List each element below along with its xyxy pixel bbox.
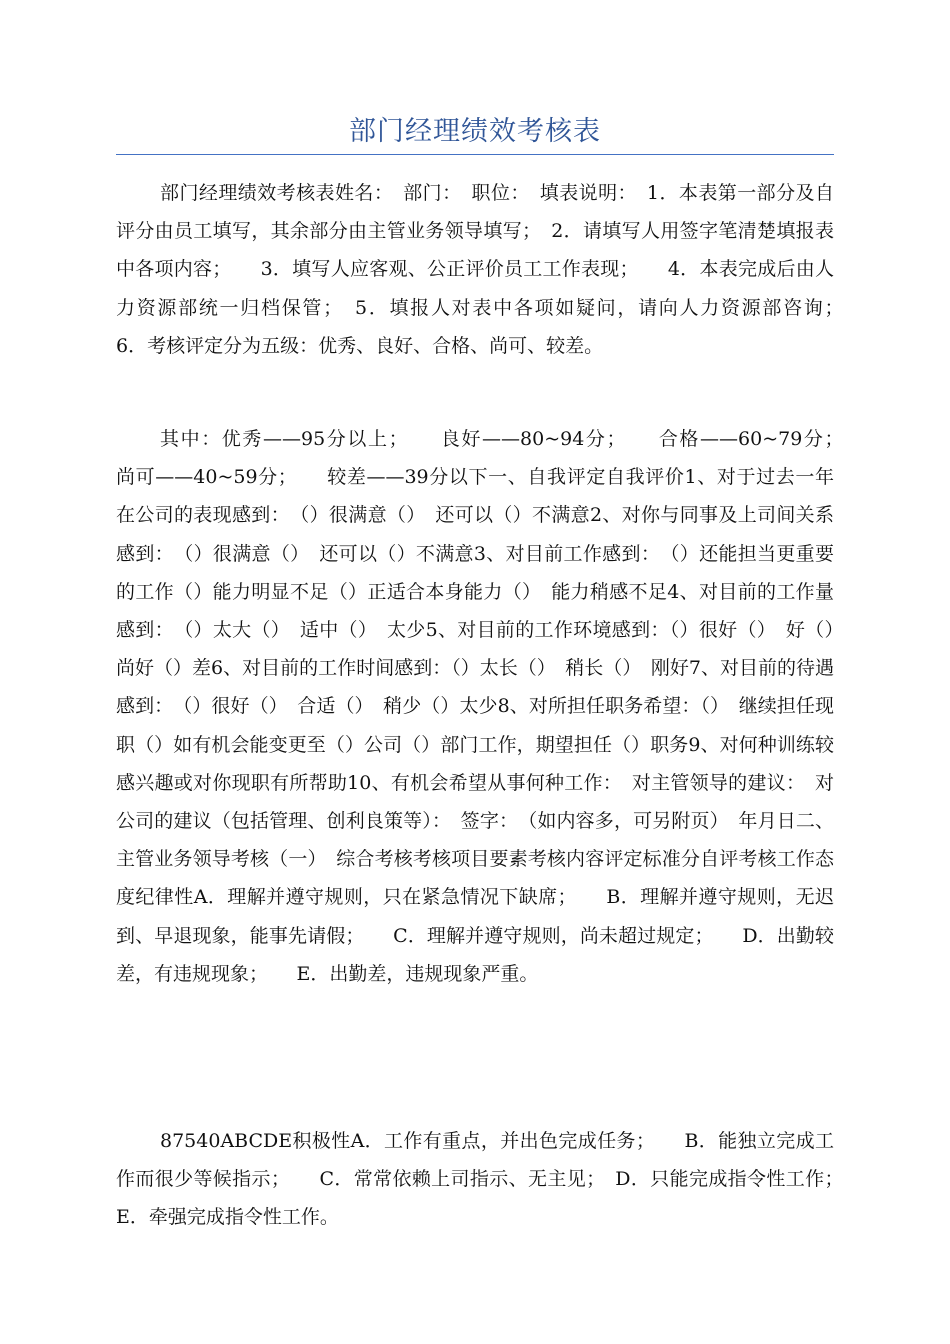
title-divider — [116, 154, 834, 155]
paragraph-instructions: 部门经理绩效考核表姓名： 部门： 职位： 填表说明： 1．本表第一部分及自评分由员工填写，其余部分由主管业务领导填写； 2．请填写人用签字笔清楚填报表中各项内容； 3．填写人应客观、公正评价员工工作表现； 4．本表完成后由人力资源部统一归档保管； 5．填报人对表中各项如疑问，请向人力资源部咨询； 6．考核评定分为五级：优秀、良好、合格、尚可、较差。 — [116, 182, 873, 357]
paragraph-self-evaluation: 其中：优秀——95分以上； 良好——80~94分； 合格——60~79分； 尚可——40~59分； 较差——39分以下一、自我评定自我评价1、对于过去一年在公司的表现感到： （）很满意（） 还可以（）不满意2、对你与同事及上司间关系感到： （）很满意（） 还可以（）不满意3、对目前工作感到： （）还能担当更重要的工作（）能力明显不足（）正适合本身能力（） 能力稍感不足4、对目前的工作量感到： （）太大（） 适中（） 太少5、对目前的工作环境感到：（）很好（） 好（） 尚好（）差6、对目前的工作时间感到：（）太长（） 稍长（） 刚好7、对目前的待遇感到： （）很好（） 合适（） 稍少（）太少8、对所担任职务希望：（） 继续担任现职（）如有机会能变更至（）公司（）部门工作，期望担任（）职务9、对何种训练较感兴趣或对你现职有所帮助10、有机会希望从事何种工作： 对主管领导的建议： 对公司的建议（包括管理、创利良策等）： 签字： （如内容多，可另附页） 年月日二、主管业务领导考核（一） 综合考核考核项目要素考核内容评定标准分自评考核工作态度纪律性A．理解并遵守规则，只在紧急情况下缺席； B．理解并遵守规则，无迟到、早退现象，能事先请假； C．理解并遵守规则，尚未超过规定； D．出勤较差，有违规现象； E．出勤差，违规现象严重。 — [116, 428, 873, 985]
paragraph-initiative: 87540ABCDE积极性A．工作有重点，并出色完成任务； B．能独立完成工作而很少等候指示； C．常常依赖上司指示、无主见； D．只能完成指令性工作； E．牵强完成指令性工作。 — [116, 1130, 873, 1229]
page-title: 部门经理绩效考核表 — [349, 116, 601, 147]
